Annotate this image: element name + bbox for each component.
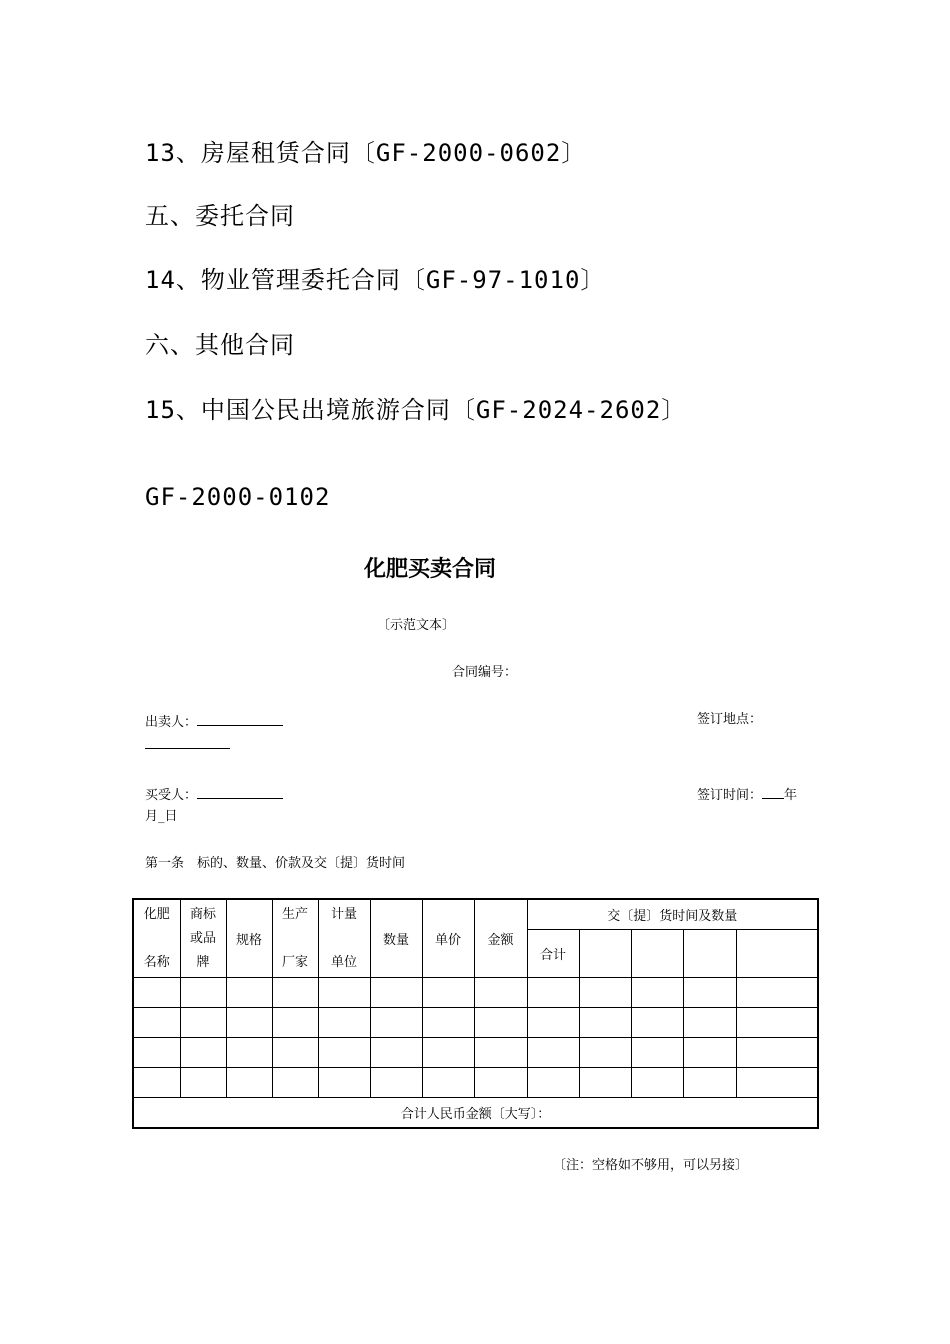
table-cell[interactable] <box>133 978 180 1008</box>
table-cell[interactable] <box>527 1068 579 1098</box>
seller-blank[interactable] <box>197 711 283 726</box>
table-cell[interactable] <box>318 978 370 1008</box>
sign-time-field <box>697 784 797 805</box>
table-cell[interactable] <box>422 1068 474 1098</box>
table-cell[interactable] <box>318 1068 370 1098</box>
contract-number-label: 合同编号： <box>452 665 518 680</box>
table-cell[interactable] <box>631 978 683 1008</box>
table-cell[interactable] <box>272 978 318 1008</box>
delivery-cell[interactable] <box>631 930 683 978</box>
heading-section-6: 六、其他合同 <box>145 331 295 359</box>
delivery-cell[interactable] <box>683 930 736 978</box>
table-cell[interactable] <box>579 1068 631 1098</box>
buyer-label: 买受人： <box>145 788 198 803</box>
table-cell[interactable] <box>133 1008 180 1038</box>
table-cell[interactable] <box>272 1068 318 1098</box>
sign-year-blank[interactable] <box>762 784 784 799</box>
seller-field <box>145 711 283 732</box>
table-cell[interactable] <box>631 1068 683 1098</box>
table-cell[interactable] <box>226 1038 272 1068</box>
delivery-cell[interactable] <box>736 930 818 978</box>
table-cell[interactable] <box>474 1068 527 1098</box>
table-cell[interactable] <box>736 1068 818 1098</box>
table-cell[interactable] <box>683 1008 736 1038</box>
table-cell[interactable] <box>370 1038 422 1068</box>
seller-label: 出卖人： <box>145 715 198 730</box>
total-rmb-label: 合计人民币金额〔大写〕： <box>133 1098 818 1129</box>
table-cell[interactable] <box>579 978 631 1008</box>
table-cell[interactable] <box>370 1068 422 1098</box>
document-code: GF-2000-0102 <box>145 483 331 511</box>
article-1-heading: 第一条 标的、数量、价款及交〔提〕货时间 <box>145 856 406 871</box>
table-cell[interactable] <box>527 1038 579 1068</box>
table-cell[interactable] <box>180 1008 226 1038</box>
table-cell[interactable] <box>631 1038 683 1068</box>
table-cell[interactable] <box>180 978 226 1008</box>
table-cell[interactable] <box>527 978 579 1008</box>
table-cell[interactable] <box>736 978 818 1008</box>
table-cell[interactable] <box>422 1038 474 1068</box>
header-unit-price: 单价 <box>422 899 474 978</box>
heading-item-13: 13、房屋租赁合同〔GF-2000-0602〕 <box>145 139 587 167</box>
year-label: 年 <box>784 788 798 803</box>
table-row <box>133 978 818 1008</box>
contract-title: 化肥买卖合同 <box>363 557 496 582</box>
contract-subtitle: 〔示范文本〕 <box>377 618 456 633</box>
buyer-field <box>145 784 283 805</box>
table-cell[interactable] <box>527 1008 579 1038</box>
month-day-label: 月_日 <box>145 809 178 824</box>
table-cell[interactable] <box>318 1038 370 1068</box>
table-cell[interactable] <box>683 1068 736 1098</box>
table-cell[interactable] <box>180 1038 226 1068</box>
table-cell[interactable] <box>631 1008 683 1038</box>
table-cell[interactable] <box>370 978 422 1008</box>
header-quantity: 数量 <box>370 899 422 978</box>
heading-section-5: 五、委托合同 <box>145 202 295 230</box>
table-cell[interactable] <box>226 978 272 1008</box>
heading-item-15: 15、中国公民出境旅游合同〔GF-2024-2602〕 <box>145 396 687 424</box>
table-cell[interactable] <box>474 1038 527 1068</box>
table-cell[interactable] <box>272 1008 318 1038</box>
table-cell[interactable] <box>133 1038 180 1068</box>
table-cell[interactable] <box>736 1008 818 1038</box>
table-cell[interactable] <box>133 1068 180 1098</box>
header-fertilizer-name: 化肥 名称 <box>133 899 180 978</box>
header-delivery: 交〔提〕货时间及数量 <box>527 899 818 930</box>
table-cell[interactable] <box>736 1038 818 1068</box>
table-row <box>133 1008 818 1038</box>
table-row <box>133 1068 818 1098</box>
table-cell[interactable] <box>422 1008 474 1038</box>
table-cell[interactable] <box>226 1008 272 1038</box>
table-cell[interactable] <box>579 1008 631 1038</box>
table-cell[interactable] <box>318 1008 370 1038</box>
table-cell[interactable] <box>226 1068 272 1098</box>
sign-place-blank[interactable] <box>145 734 230 749</box>
header-unit: 计量 单位 <box>318 899 370 978</box>
header-amount: 金额 <box>474 899 527 978</box>
sign-place-label: 签订地点： <box>697 712 763 727</box>
table-cell[interactable] <box>180 1068 226 1098</box>
table-cell[interactable] <box>474 978 527 1008</box>
table-cell[interactable] <box>683 1038 736 1068</box>
sign-place-blank-wrap <box>145 734 230 755</box>
table-cell[interactable] <box>579 1038 631 1068</box>
table-cell[interactable] <box>272 1038 318 1068</box>
table-row <box>133 1038 818 1068</box>
table-note: 〔注：空格如不够用，可以另接〕 <box>553 1158 749 1173</box>
table-total-row <box>133 1098 818 1129</box>
table-cell[interactable] <box>474 1008 527 1038</box>
header-spec: 规格 <box>226 899 272 978</box>
heading-item-14: 14、物业管理委托合同〔GF-97-1010〕 <box>145 266 606 294</box>
table-cell[interactable] <box>422 978 474 1008</box>
header-brand: 商标 或品 牌 <box>180 899 226 978</box>
delivery-cell[interactable] <box>579 930 631 978</box>
header-delivery-total: 合计 <box>527 930 579 978</box>
table-cell[interactable] <box>370 1008 422 1038</box>
table-cell[interactable] <box>683 978 736 1008</box>
header-manufacturer: 生产 厂家 <box>272 899 318 978</box>
buyer-blank[interactable] <box>197 784 283 799</box>
table-header-row <box>133 899 818 930</box>
sign-time-label: 签订时间： <box>697 788 763 803</box>
goods-table <box>132 898 819 1129</box>
